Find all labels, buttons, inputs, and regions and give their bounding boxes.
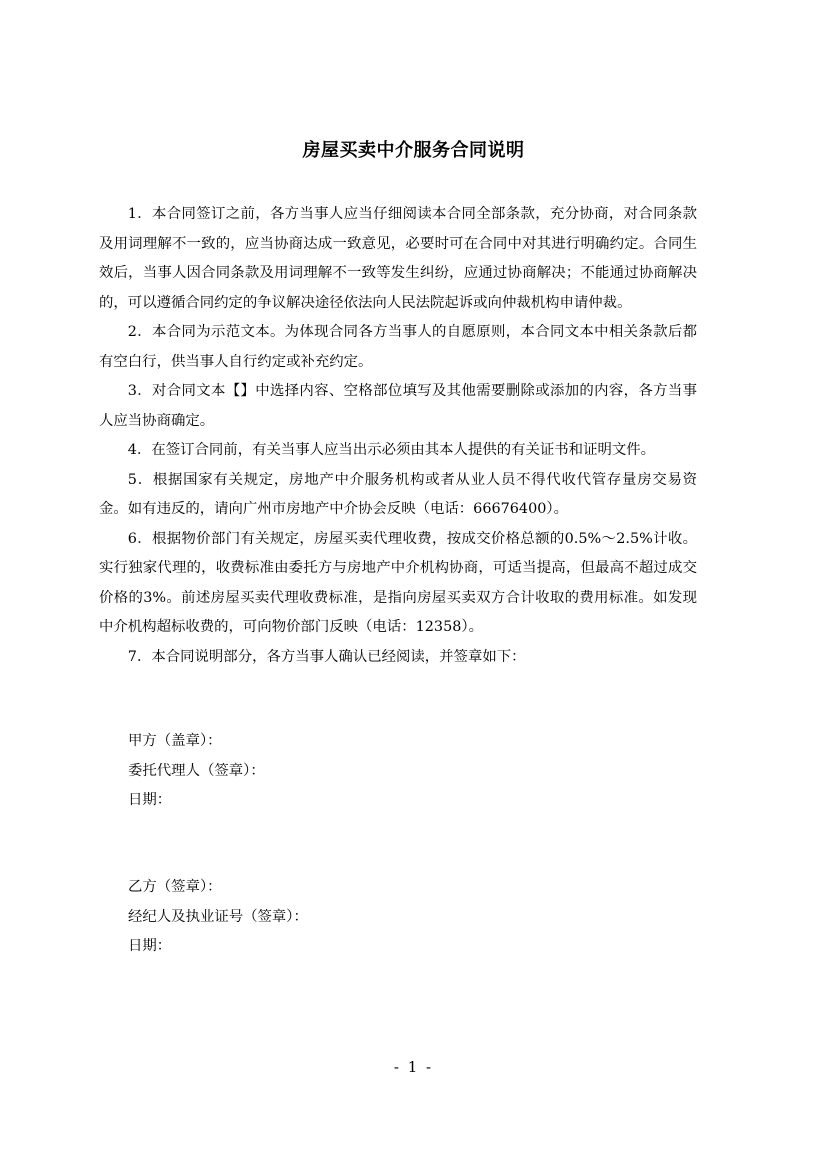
party-a-date: 日期：	[128, 792, 172, 808]
party-a-label: 甲方（盖章）：	[128, 733, 222, 749]
party-a-signature-block	[128, 727, 265, 816]
party-b-date: 日期：	[128, 938, 172, 954]
paragraph-3: 3．对合同文本【】中选择内容、空格部位填写及其他需要删除或添加的内容，各方当事人应当协商确定。	[99, 383, 697, 429]
paragraph-5: 5．根据国家有关规定，房地产中介服务机构或者从业人员不得代收代管存量房交易资金。如有违反的，请向广州市房地产中介协会反映（电话：66676400）。	[99, 471, 697, 517]
document-body	[99, 200, 697, 672]
paragraph-4: 4．在签订合同前，有关当事人应当出示必须由其本人提供的有关证书和证明文件。	[127, 442, 656, 458]
party-b-label: 乙方（签章）：	[128, 879, 222, 895]
paragraph-7: 7．本合同说明部分，各方当事人确认已经阅读，并签章如下：	[127, 648, 526, 665]
paragraph-6: 6．根据物价部门有关规定，房屋买卖代理收费，按成交价格总额的0.5%～2.5%计收。实行独家代理的，收费标准由委托方与房地产中介机构协商，可适当提高，但最高不超过成交价格的3%。前述房屋买卖代理收费标准，是指向房屋买卖双方合计收取的费用标准。如发现中介机构超标收费的，可向物价部门反映（电话：12358）。	[99, 530, 697, 635]
paragraph-2: 2．本合同为示范文本。为体现合同各方当事人的自愿原则，本合同文本中相关条款后都有空白行，供当事人自行约定或补充约定。	[99, 324, 697, 370]
paragraph-1: 1．本合同签订之前，各方当事人应当仔细阅读本合同全部条款，充分协商，对合同条款及用词理解不一致的，应当协商达成一致意见，必要时可在合同中对其进行明确约定。合同生效后，当事人因合同条款及用词理解不一致等发生纠纷，应通过协商解决；不能通过协商解决的，可以遵循合同约定的争议解决途径依法向人民法院起诉或向仲裁机构申请仲裁。	[99, 206, 697, 311]
page-title: 房屋买卖中介服务合同说明	[302, 140, 525, 161]
party-a-agent: 委托代理人（签章）：	[128, 762, 265, 779]
party-b-signature-block	[128, 873, 308, 962]
party-b-agent: 经纪人及执业证号（签章）：	[128, 908, 308, 925]
page-number: - 1 -	[393, 1058, 434, 1076]
